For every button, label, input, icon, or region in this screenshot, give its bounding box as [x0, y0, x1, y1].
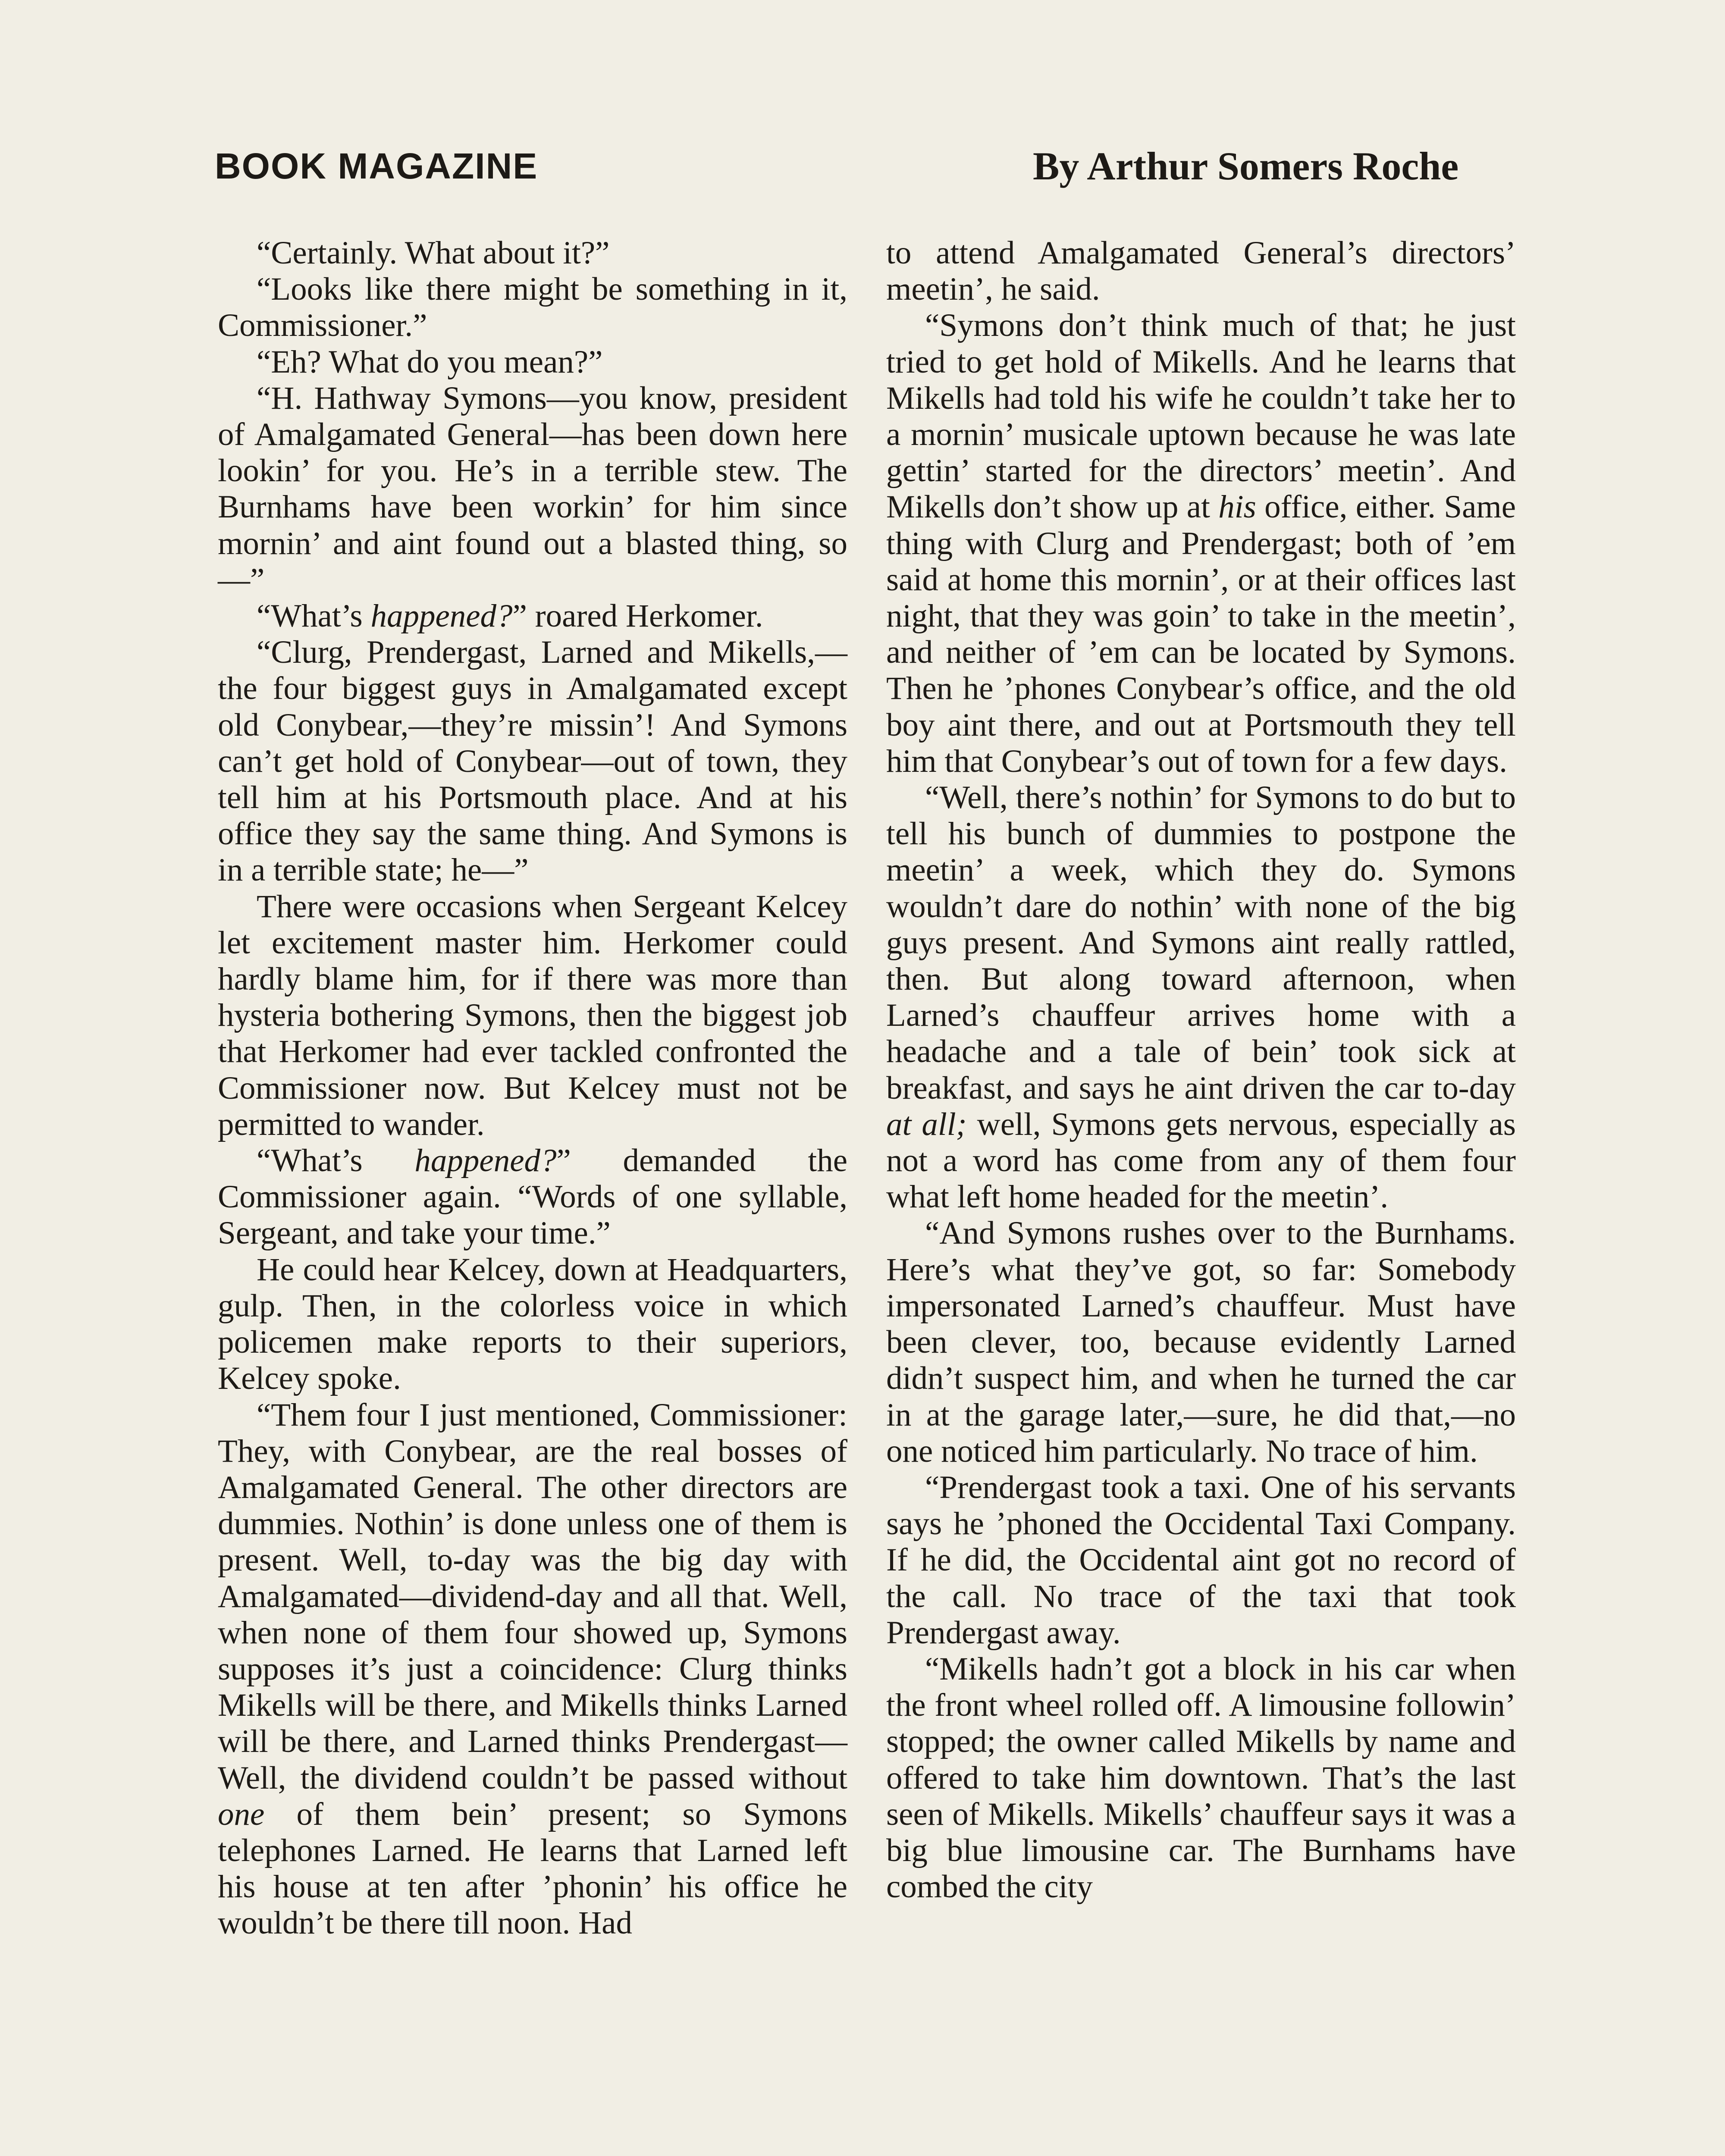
paragraph: There were occasions when Sergeant Kelcey let excitement master him. Herkomer could hardly blame him, for if there was more than hysteria bothering Symons, then the biggest job that Herkomer had ever tackled confronted the Commissioner now. But Kelcey must not be permitted to wander.: [218, 888, 847, 1142]
text-column-right: [886, 235, 1516, 1905]
paragraph: He could hear Kelcey, down at Headquarters, gulp. Then, in the colorless voice in which policemen make reports to their superiors, Kelcey spoke.: [218, 1251, 847, 1397]
text-run: of them bein’ present; so Symons telephones Larned. He learns that Larned left his house at ten after ’phonin’ his office he wouldn’t be there till noon. Had: [218, 1796, 847, 1941]
paragraph: “And Symons rushes over to the Burnhams. Here’s what they’ve got, so far: Somebody impersonated Larned’s chauffeur. Must have been clever, too, because evidently Larned didn’t suspect him, and when he turned the car in at the garage later,—sure, he did that,—no one noticed him particularly. No trace of him.: [886, 1215, 1516, 1469]
paragraph: [886, 307, 1516, 780]
paragraph: [218, 1397, 847, 1942]
paragraph: [886, 780, 1516, 1215]
emphasis-text: his: [1218, 489, 1256, 525]
text-run: office, either. Same thing with Clurg and Prendergast; both of ’em said at home this mornin’, or at their offices last night, that they was goin’ to take in the meetin’, and neither of ’em can be located by Symons. Then he ’phones Conybear’s office, and the old boy aint there, and out at Portsmouth they tell him that Conybear’s out of town for a few days.: [886, 489, 1516, 779]
emphasis-text: at all;: [886, 1106, 967, 1142]
paragraph: “Prendergast took a taxi. One of his servants says he ’phoned the Occidental Taxi Company. If he did, the Occidental aint got no record of the call. No trace of the taxi that took Prendergast away.: [886, 1469, 1516, 1651]
emphasis-text: happened?: [414, 1143, 557, 1179]
paragraph: [218, 598, 847, 634]
paragraph: [218, 1143, 847, 1252]
paragraph: “Certainly. What about it?”: [257, 235, 610, 271]
text-run: “Well, there’s nothin’ for Symons to do but to tell his bunch of dummies to postpone the meetin’ a week, which they do. Symons wouldn’t dare do nothin’ with none of the big guys present. And Symons aint really rattled, then. But along toward afternoon, when Larned’s chauffeur arrives home with a headache and a tale of bein’ took sick at breakfast, and says he aint driven the car to-day: [886, 780, 1516, 1106]
text-run: ” demanded the Commissioner again. “Words of one syllable, Sergeant, and take your time.”: [218, 1143, 847, 1251]
text-run: “Symons don’t think much of that; he just tried to get hold of Mikells. And he learns that Mikells had told his wife he couldn’t take her to a mornin’ musicale uptown because he was late gettin’ started for the directors’ meetin’. And Mikells don’t show up at: [886, 307, 1516, 525]
paragraph-continued: to attend Amalgamated General’s directors’ meetin’, he said.: [886, 235, 1516, 307]
paragraph: “Looks like there might be something in it, Commissioner.”: [218, 271, 847, 344]
text-run: “What’s: [257, 598, 371, 634]
paragraph: “Eh? What do you mean?”: [257, 344, 603, 380]
paragraph: “Mikells hadn’t got a block in his car when the front wheel rolled off. A limousine followin’ stopped; the owner called Mikells by name and offered to take him downtown. That’s the last seen of Mikells. Mikells’ chauffeur says it was a big blue limousine car. The Burnhams have combed the city: [886, 1651, 1516, 1905]
paragraph: “Clurg, Prendergast, Larned and Mikells,—the four biggest guys in Amalgamated except old Conybear,—they’re missin’! And Symons can’t get hold of Conybear—out of town, they tell him at his Portsmouth place. And at his office they say the same thing. And Symons is in a terrible state; he—”: [218, 634, 847, 888]
running-head-magazine: BOOK MAGAZINE: [215, 146, 538, 186]
paragraph: “H. Hathway Symons—you know, president of Amalgamated General—has been down here lookin’ for you. He’s in a terrible stew. The Burnhams have been workin’ for him since mornin’ and aint found out a blasted thing, so—”: [218, 380, 847, 598]
text-run: ” roared Herkomer.: [512, 598, 763, 634]
running-head-author: By Arthur Somers Roche: [1033, 144, 1459, 188]
text-run: “Them four I just mentioned, Commissioner: They, with Conybear, are the real bosses of Amalgamated General. The other directors are dummies. Nothin’ is done unless one of them is present. Well, to-day was the big day with Amalgamated—dividend-day and all that. Well, when none of them four showed up, Symons supposes it’s just a coincidence: Clurg thinks Mikells will be there, and Mikells thinks Larned will be there, and Larned thinks Prendergast— Well, the dividend couldn’t be passed without: [218, 1397, 847, 1796]
emphasis-text: happened?: [370, 598, 513, 634]
text-column-left: [218, 235, 847, 1942]
text-run: “What’s: [257, 1143, 415, 1179]
text-run: well, Symons gets nervous, especially as not a word has come from any of them four what left home headed for the meetin’.: [886, 1106, 1516, 1215]
emphasis-text: one: [218, 1796, 265, 1832]
